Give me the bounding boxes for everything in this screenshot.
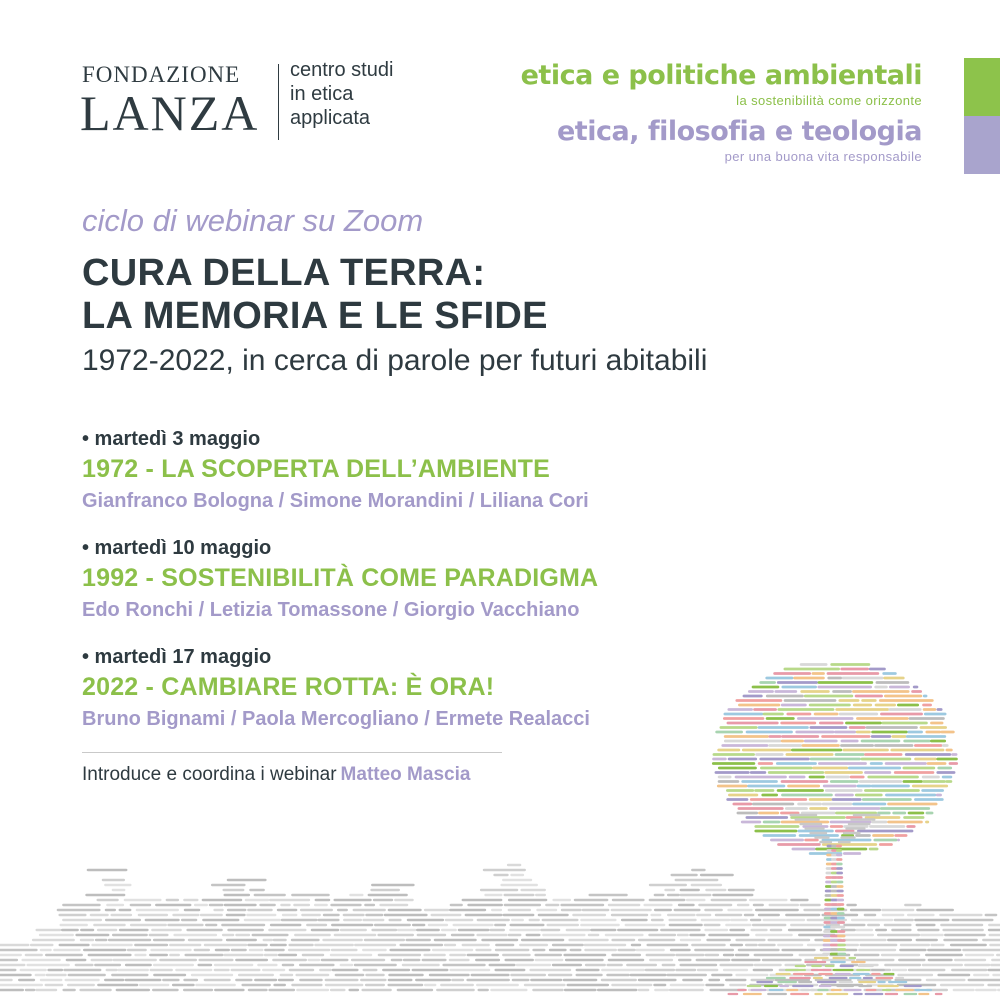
fondazione-lanza-logo xyxy=(82,58,412,148)
event-title: 1972 - LA SCOPERTA DELL’AMBIENTE xyxy=(82,455,551,483)
event-item xyxy=(82,537,598,622)
moderator-intro: Introduce e coordina i webinar xyxy=(82,764,337,785)
theme-philosophy-theology xyxy=(557,118,922,164)
page-title xyxy=(82,252,548,338)
event-speakers: Bruno Bignami / Paola Mercogliano / Ermete Realacci xyxy=(82,708,590,730)
event-title: 2022 - CAMBIARE ROTTA: È ORA! xyxy=(82,673,495,701)
page-subtitle: 1972-2022, in cerca di parole per futuri abitabili xyxy=(82,344,708,377)
series-label: ciclo di webinar su Zoom xyxy=(82,203,424,238)
moderator-name: Matteo Mascia xyxy=(340,764,471,785)
tree-canopy xyxy=(713,665,956,854)
title-line: LA MEMORIA E LE SFIDE xyxy=(82,295,548,337)
city-skyline-illustration xyxy=(0,865,1000,990)
tree-illustration xyxy=(0,640,1000,1000)
event-date: • martedì 10 maggio xyxy=(82,537,272,559)
logo-line1: FONDAZIONE xyxy=(82,62,241,87)
logo-sub-line: centro studi xyxy=(290,59,394,81)
logo-line2: LANZA xyxy=(80,85,260,141)
event-speakers: Edo Ronchi / Letizia Tomassone / Giorgio Vacchiano xyxy=(82,599,580,621)
logo-sub-line: applicata xyxy=(290,107,371,129)
event-item xyxy=(82,428,589,513)
title-line: CURA DELLA TERRA: xyxy=(82,252,486,294)
logo-subtitle xyxy=(290,58,393,130)
event-date: • martedì 3 maggio xyxy=(82,428,261,450)
logo-divider xyxy=(278,64,279,140)
theme-environmental-ethics xyxy=(521,62,922,108)
theme-title: etica e politiche ambientali xyxy=(520,60,922,91)
event-speakers: Gianfranco Bologna / Simone Morandini / Liliana Cori xyxy=(82,490,589,512)
theme-title: etica, filosofia e teologia xyxy=(557,116,922,147)
event-title: 1992 - SOSTENIBILITÀ COME PARADIGMA xyxy=(82,564,599,592)
green-accent-bar xyxy=(964,58,1000,116)
event-date: • martedì 17 maggio xyxy=(82,646,272,668)
purple-accent-bar xyxy=(964,116,1000,174)
theme-subtitle: per una buona vita responsabile xyxy=(724,149,922,164)
theme-subtitle: la sostenibilità come orizzonte xyxy=(736,93,922,108)
logo-sub-line: in etica xyxy=(290,83,354,105)
